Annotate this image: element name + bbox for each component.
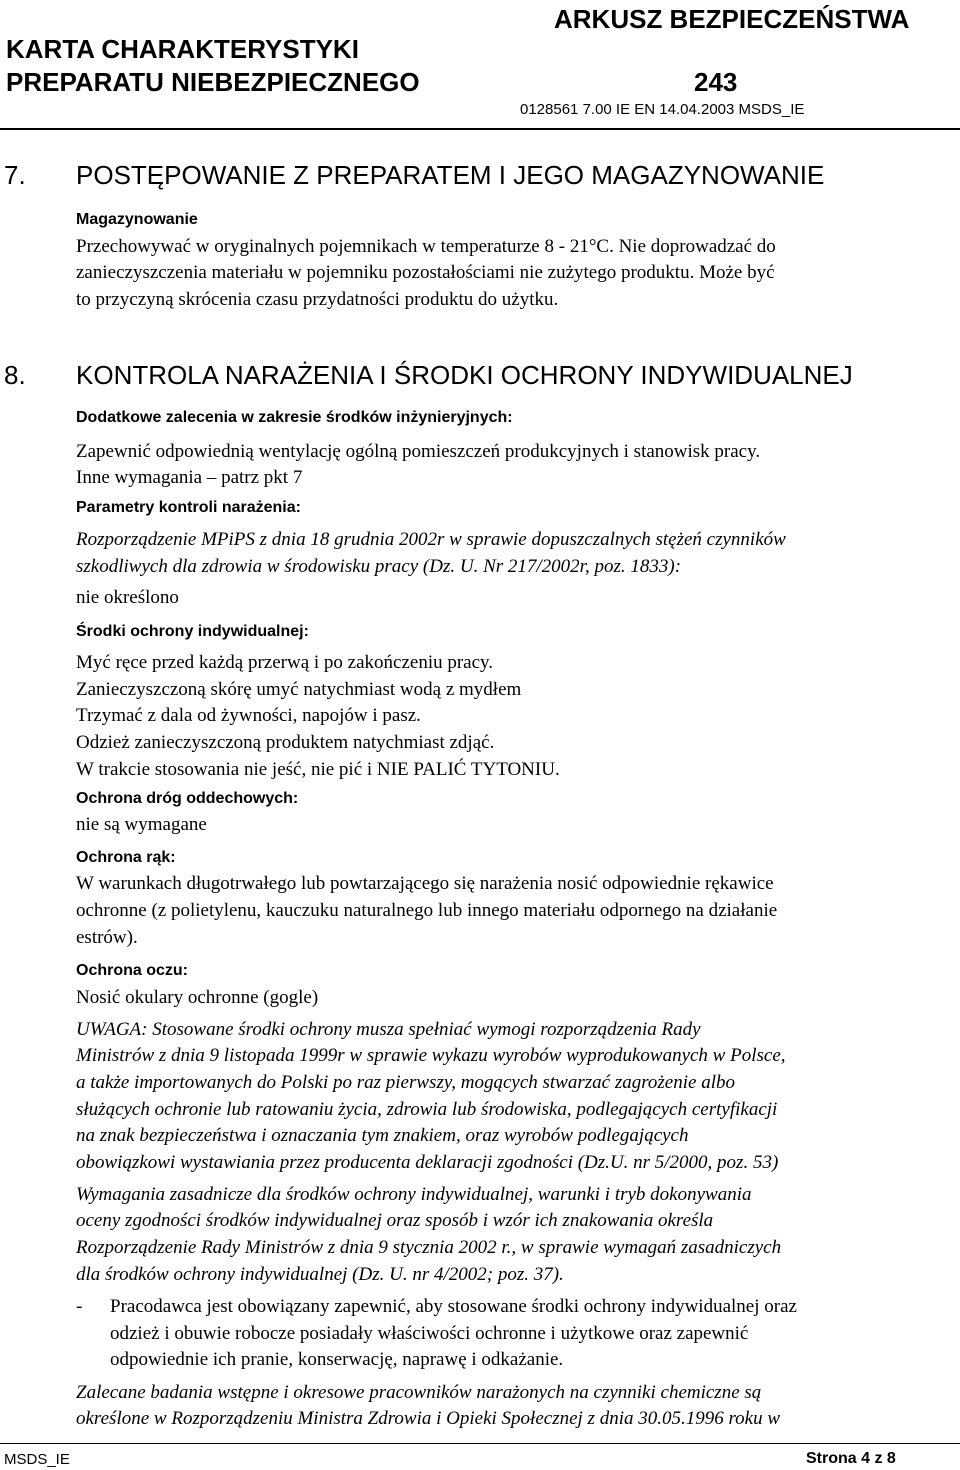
- hands-line: estrów).: [76, 927, 138, 948]
- ppe-line: Trzymać z dala od żywności, napojów i pasz.: [76, 705, 421, 726]
- eyes-heading: Ochrona oczu:: [76, 962, 189, 979]
- ppe-line: Myć ręce przed każdą przerwą i po zakończeniu pracy.: [76, 652, 494, 673]
- note-line: na znak bezpieczeństwa i oznaczania tym znakiem, oraz wyrobów podlegających: [76, 1125, 689, 1146]
- header-rule: [0, 128, 960, 130]
- section8-title: KONTROLA NARAŻENIA I ŚRODKI OCHRONY INDYWIDUALNEJ: [76, 360, 853, 390]
- requirements-line: dla środków ochrony indywidualnej (Dz. U. nr 4/2002; poz. 37).: [76, 1264, 564, 1285]
- engineering-heading: Dodatkowe zalecenia w zakresie środków inżynieryjnych:: [76, 409, 513, 426]
- ppe-line: W trakcie stosowania nie jeść, nie pić i NIE PALIĆ TYTONIU.: [76, 759, 560, 780]
- hands-line: ochronne (z polietylenu, kauczuku naturalnego lub innego materiału odpornego na działanie: [76, 900, 778, 921]
- respiratory-heading: Ochrona dróg oddechowych:: [76, 790, 299, 807]
- hands-line: W warunkach długotrwałego lub powtarzającego się narażenia nosić odpowiednie rękawice: [76, 873, 774, 894]
- eyes-text: Nosić okulary ochronne (gogle): [76, 987, 319, 1008]
- note-line: obowiązkowi wystawiania przez producenta deklaracji zgodności (Dz.U. nr 5/2000, poz. 53): [76, 1152, 779, 1173]
- engineering-line: Zapewnić odpowiednią wentylację ogólną pomieszczeń produkcyjnych i stanowisk pracy.: [76, 441, 761, 462]
- hands-heading: Ochrona rąk:: [76, 849, 176, 866]
- section7-line: to przyczyną skrócenia czasu przydatności produktu do użytku.: [76, 289, 559, 310]
- bullet-line: odzież i obuwie robocze posiadały właściwości ochronne i użytkowe oraz zapewnić: [110, 1323, 749, 1344]
- note-line: służących ochronie lub ratowaniu życia, zdrowia lub środowiska, podlegających certyfikacji: [76, 1099, 778, 1120]
- bullet-line: odpowiednie ich pranie, konserwację, naprawę i odkażanie.: [110, 1349, 564, 1370]
- requirements-line: Wymagania zasadnicze dla środków ochrony indywidualnej, warunki i tryb dokonywania: [76, 1184, 752, 1205]
- section7-title: POSTĘPOWANIE Z PREPARATEM I JEGO MAGAZYNOWANIE: [76, 160, 825, 190]
- engineering-line: Inne wymagania – patrz pkt 7: [76, 467, 303, 488]
- exposure-regulation-line: szkodliwych dla zdrowia w środowisku pracy (Dz. U. Nr 217/2002r, poz. 1833):: [76, 556, 682, 577]
- respiratory-text: nie są wymagane: [76, 814, 207, 835]
- exposure-regulation-line: Rozporządzenie MPiPS z dnia 18 grudnia 2002r w sprawie dopuszczalnych stężeń czynników: [76, 529, 786, 550]
- header-right-title: ARKUSZ BEZPIECZEŃSTWA: [554, 4, 910, 34]
- footer-left: MSDS_IE: [4, 1451, 70, 1468]
- section8-number: 8.: [4, 360, 26, 390]
- section7-line: Przechowywać w oryginalnych pojemnikach w temperaturze 8 - 21°C. Nie doprowadzać do: [76, 236, 776, 257]
- note-line: Ministrów z dnia 9 listopada 1999r w sprawie wykazu wyrobów wyprodukowanych w Polsce,: [76, 1045, 786, 1066]
- section7-line: zanieczyszczenia materiału w pojemniku pozostałościami nie zużytego produktu. Może być: [76, 262, 775, 283]
- exposure-heading: Parametry kontroli narażenia:: [76, 499, 301, 516]
- medical-line: określone w Rozporządzeniu Ministra Zdrowia i Opieki Społecznej z dnia 30.05.1996 roku w: [76, 1408, 781, 1429]
- footer-page-number: Strona 4 z 8: [806, 1450, 896, 1467]
- header-left-line2: PREPARATU NIEBEZPIECZNEGO: [6, 67, 420, 97]
- ppe-line: Zanieczyszczoną skórę umyć natychmiast wodą z mydłem: [76, 679, 522, 700]
- ppe-line: Odzież zanieczyszczoną produktem natychmiast zdjąć.: [76, 732, 495, 753]
- footer-rule: [0, 1443, 960, 1444]
- header-doc-id: 0128561 7.00 IE EN 14.04.2003 MSDS_IE: [520, 101, 805, 118]
- section7-number: 7.: [4, 160, 26, 190]
- section7-subheading: Magazynowanie: [76, 211, 198, 228]
- header-left-line1: KARTA CHARAKTERYSTYKI: [6, 34, 359, 64]
- note-line: UWAGA: Stosowane środki ochrony musza spełniać wymogi rozporządzenia Rady: [76, 1019, 701, 1040]
- note-line: a także importowanych do Polski po raz pierwszy, mogących stwarzać zagrożenie albo: [76, 1072, 735, 1093]
- exposure-value: nie określono: [76, 587, 179, 608]
- bullet-marker: -: [76, 1296, 83, 1317]
- ppe-heading: Środki ochrony indywidualnej:: [76, 623, 309, 640]
- medical-line: Zalecane badania wstępne i okresowe pracowników narażonych na czynniki chemiczne są: [76, 1382, 762, 1403]
- bullet-line: Pracodawca jest obowiązany zapewnić, aby stosowane środki ochrony indywidualnej oraz: [110, 1296, 797, 1317]
- requirements-line: oceny zgodności środków indywidualnej oraz sposób i wzór ich znakowania określa: [76, 1210, 714, 1231]
- header-doc-number: 243: [694, 67, 738, 97]
- requirements-line: Rozporządzenie Rady Ministrów z dnia 9 stycznia 2002 r., w sprawie wymagań zasadniczych: [76, 1237, 782, 1258]
